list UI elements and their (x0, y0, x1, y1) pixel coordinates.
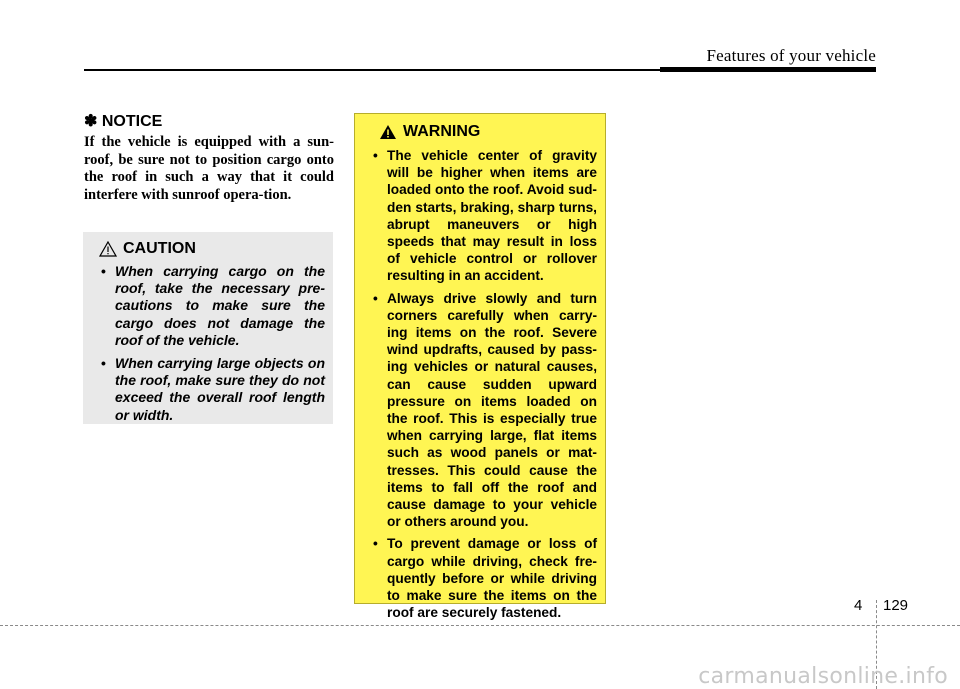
notice-body: If the vehicle is equipped with a sun-roof, be sure not to position cargo onto the roof in such a way that it could interfere with sunroof opera-tion. (84, 134, 334, 203)
warning-item: • The vehicle center of gravity will be higher when items are loaded onto the roof. Avoid sud-den starts, braking, sharp turns, abrupt maneuvers or high speeds that may result in loss of vehicle control or rollover resulting in an accident. (367, 147, 597, 285)
warning-triangle-icon (379, 124, 397, 140)
notice-section (84, 111, 334, 204)
caution-item: • When carrying large objects on the roof, make sure they do not exceed the overall roof length or width. (95, 355, 325, 424)
watermark: carmanualsonline.info (698, 664, 948, 689)
caution-list (95, 263, 325, 424)
warning-item: • Always drive slowly and turn corners carefully when carry-ing items on the roof. Severe wind updrafts, caused by pass-ing vehicles or natural causes, can cause sudden upward pressure on items loaded on the roof. This is especially true when carrying large, flat items such as wood panels or mat-tresses. This could cause the items to fall off the roof and cause damage to your vehicle or others around you. (367, 290, 597, 531)
warning-item: • To prevent damage or loss of cargo while driving, check fre-quently before or while driving to make sure the items on the roof are securely fastened. (367, 535, 597, 621)
header-rule-accent (660, 67, 876, 72)
chapter-number: 4 (854, 597, 863, 614)
caution-title: CAUTION (123, 240, 196, 257)
warning-title: WARNING (403, 123, 481, 140)
notice-title: ✽ NOTICE (84, 113, 163, 130)
footer-rule (0, 625, 960, 626)
warning-header (367, 123, 597, 141)
warning-box (354, 113, 606, 621)
section-title: Features of your vehicle (706, 46, 876, 65)
page-number: 129 (883, 597, 909, 614)
caution-header (95, 240, 325, 258)
warning-list (367, 147, 597, 621)
caution-triangle-icon (99, 241, 117, 257)
caution-box (83, 232, 333, 424)
caution-item: • When carrying cargo on the roof, take the necessary pre-cautions to make sure the cargo does not damage the roof of the vehicle. (95, 263, 325, 349)
